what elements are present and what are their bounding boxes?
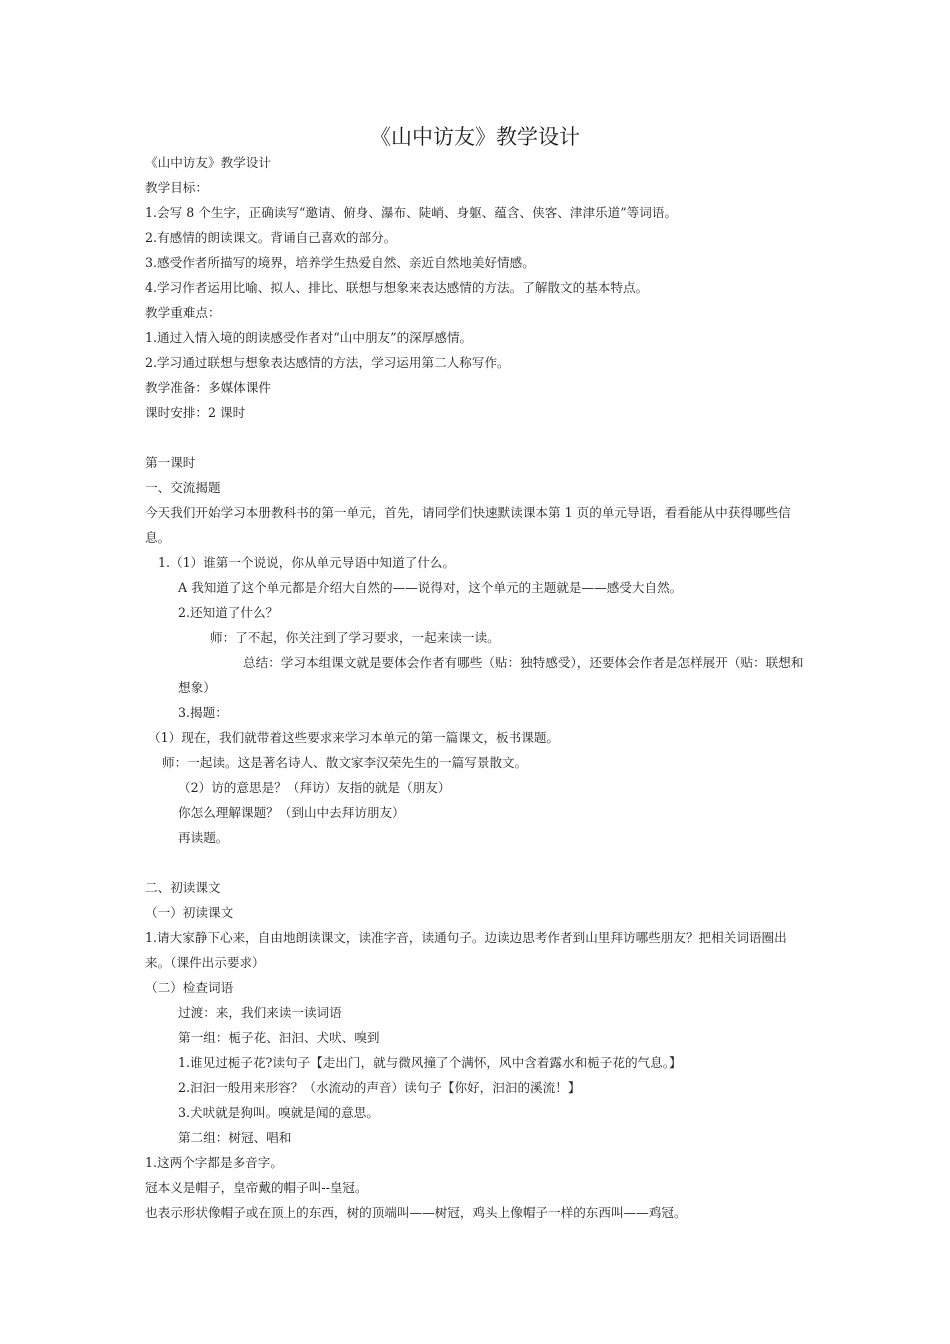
paragraph: 今天我们开始学习本册教科书的第一单元，首先，请同学们快速默读课本第 1 页的单元导语，看看能从中获得哪些信息。 [145, 505, 791, 545]
section-heading: 一、交流揭题 [145, 480, 221, 495]
text-line: 1.（1）谁第一个说说，你从单元导语中知道了什么。 [158, 555, 456, 570]
blank-line [145, 425, 810, 450]
text-line: （2）访的意思是？（拜访）友指的就是（朋友） [178, 780, 451, 795]
document-body [145, 150, 810, 1225]
text-line: （1）现在，我们就带着这些要求来学习本单元的第一篇课文，板书课题。 [148, 730, 560, 745]
text-line: 1.会写 8 个生字，正确读写“邀请、俯身、瀑布、陡峭、身躯、蕴含、侠客、津津乐道”等词语。 [145, 205, 678, 220]
text-line: 2.还知道了什么？ [178, 605, 279, 620]
text-line: 师：一起读。这是著名诗人、散文家李汉荣先生的一篇写景散文。 [162, 755, 528, 770]
text-line: 3.揭题： [178, 705, 228, 720]
text-line: A 我知道了这个单元都是介绍大自然的——说得对，这个单元的主题就是——感受大自然。 [178, 580, 683, 595]
text-line: 1.这两个字都是多音字。 [145, 1155, 283, 1170]
text-line: 1.谁见过栀子花?读句子【走出门，就与微风撞了个满怀，风中含着露水和栀子花的气息。】 [178, 1055, 682, 1070]
text-line: 冠本义是帽子，皇帝戴的帽子叫--皇冠。 [145, 1180, 368, 1195]
text-line: 3.犬吠就是狗叫。嗅就是闻的意思。 [178, 1105, 379, 1120]
text-line: 教学准备：多媒体课件 [145, 380, 271, 395]
text-line: 也表示形状像帽子或在顶上的东西，树的顶端叫——树冠，鸡头上像帽子一样的东西叫——鸡冠。 [145, 1205, 687, 1220]
text-line: 2.汩汩一般用来形容？（水流动的声音）读句子【你好，汩汩的溪流！】 [178, 1080, 581, 1095]
paragraph: 总结：学习本组课文就是要体会作者有哪些（贴：独特感受），还要体会作者是怎样展开（贴：联想和想象） [178, 655, 804, 695]
text-line: 过渡：来，我们来读一读词语 [178, 1005, 342, 1020]
section-heading: 教学目标： [145, 180, 208, 195]
section-heading: （一）初读课文 [145, 905, 234, 920]
text-line: 《山中访友》教学设计 [145, 155, 271, 170]
text-line: 第一组：栀子花、汩汩、犬吠、嗅到 [178, 1030, 380, 1045]
text-line: 课时安排：2 课时 [145, 405, 246, 420]
document-title: 《山中访友》教学设计 [370, 125, 580, 149]
text-line: 2.学习通过联想与想象表达感情的方法，学习运用第二人称写作。 [145, 355, 510, 370]
section-heading: 教学重难点： [145, 305, 221, 320]
section-heading: 第一课时 [145, 455, 196, 470]
text-line: 师：了不起，你关注到了学习要求，一起来读一读。 [210, 630, 500, 645]
blank-line [145, 850, 810, 875]
text-line: 第二组：树冠、唱和 [178, 1130, 292, 1145]
section-heading: （二）检查词语 [145, 980, 234, 995]
text-line: 4.学习作者运用比喻、拟人、排比、联想与想象来表达感情的方法。了解散文的基本特点。 [145, 280, 649, 295]
text-line: 2.有感情的朗读课文。背诵自己喜欢的部分。 [145, 230, 397, 245]
paragraph: 1.请大家静下心来，自由地朗读课文，读准字音，读通句子。边读边思考作者到山里拜访哪些朋友？把相关词语圈出来。（课件出示要求） [145, 930, 787, 970]
text-line: 你怎么理解课题？（到山中去拜访朋友） [178, 805, 405, 820]
section-heading: 二、初读课文 [145, 880, 221, 895]
text-line: 1.通过入情入境的朗读感受作者对“山中朋友”的深厚感情。 [145, 330, 473, 345]
text-line: 再读题。 [178, 830, 229, 845]
text-line: 3.感受作者所描写的境界，培养学生热爱自然、亲近自然地美好情感。 [145, 255, 535, 270]
